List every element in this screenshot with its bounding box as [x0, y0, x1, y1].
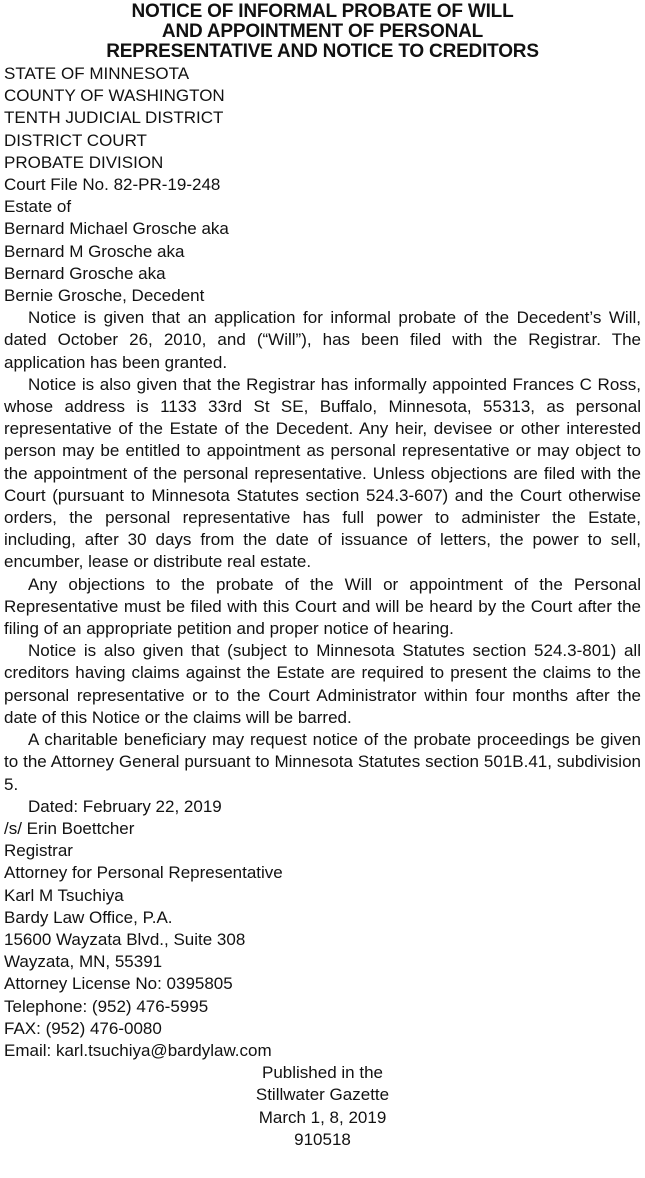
dated-line: Dated: February 22, 2019: [28, 796, 222, 816]
state-line: STATE OF MINNESOTA: [4, 64, 190, 83]
title-line-2: AND APPOINTMENT OF PERSONAL: [161, 21, 484, 42]
registrar-signature: /s/ Erin Boettcher: [4, 818, 135, 838]
attorney-license: Attorney License No: 0395805: [4, 974, 233, 994]
firm-address-street: 15600 Wayzata Blvd., Suite 308: [4, 929, 246, 949]
title-line-3: REPRESENTATIVE AND NOTICE TO CREDITORS: [106, 41, 539, 62]
paragraph-informal-probate: Notice is given that an application for informal probate of the Decedent’s Will, dated October 26, 2010, and (“Will”), has been filed with the Registrar. The application has been granted.: [4, 308, 641, 372]
registrar-title: Registrar: [4, 841, 73, 861]
published-in-label: Published in the: [262, 1063, 383, 1083]
court-line: DISTRICT COURT: [4, 130, 147, 150]
case-caption: [4, 63, 641, 307]
notice-body: [4, 307, 641, 795]
attorney-email: Email: karl.tsuchiya@bardylaw.com: [4, 1040, 272, 1060]
paragraph-creditors: Notice is also given that (subject to Minnesota Statutes section 524.3-801) all creditors having claims against the Estate are required to present the claims to the personal representative or to the Court Administrator within four months after the date of this Notice or the claims will be barred.: [4, 641, 641, 727]
paragraph-charitable: A charitable beneficiary may request notice of the probate proceedings be given to the Attorney General pursuant to Minnesota Statutes section 501B.41, subdivision 5.: [4, 730, 641, 794]
estate-of-label: Estate of: [4, 197, 72, 217]
decedent-alias: Bernard Grosche aka: [4, 263, 166, 283]
signature-block: [4, 796, 641, 863]
decedent-alias: Bernie Grosche, Decedent: [4, 286, 205, 306]
attorney-fax: FAX: (952) 476-0080: [4, 1018, 162, 1038]
title-line-1: NOTICE OF INFORMAL PROBATE OF WILL: [131, 1, 514, 22]
attorney-heading: Attorney for Personal Representative: [4, 863, 283, 883]
county-line: COUNTY OF WASHINGTON: [4, 86, 225, 106]
attorney-phone: Telephone: (952) 476-5995: [4, 996, 209, 1016]
paragraph-objections: Any objections to the probate of the Will or appointment of the Personal Representative must be filed with this Court and will be heard by the Court after the filing of an appropriate petition and proper notice of hearing.: [4, 574, 641, 639]
legal-notice: [4, 2, 641, 1151]
notice-id: 910518: [294, 1129, 351, 1149]
attorney-block: [4, 862, 641, 1062]
decedent-alias: Bernard M Grosche aka: [4, 241, 185, 261]
court-file-number: Court File No. 82-PR-19-248: [4, 175, 221, 195]
publication-block: [4, 1062, 641, 1151]
firm-address-city: Wayzata, MN, 55391: [4, 952, 163, 972]
district-line: TENTH JUDICIAL DISTRICT: [4, 108, 224, 128]
newspaper-name: Stillwater Gazette: [255, 1085, 390, 1105]
paragraph-appointment: Notice is also given that the Registrar has informally appointed Frances C Ross, whose address is 1133 33rd St SE, Buffalo, Minnesota, 55313, as personal representative of the Estate of the Decedent. Any heir, devisee or other interested person may be entitled to appointment as personal representative or may object to the appointment of the personal representative. Unless objections are filed with the Court (pursuant to Minnesota Statutes section 524.3-607) and the Court otherwise orders, the personal representative has full power to administer the Estate, including, after 30 days from the date of issuance of letters, the power to sell, encumber, lease or distribute real estate.: [4, 374, 641, 572]
decedent-name: Bernard Michael Grosche aka: [4, 219, 229, 239]
division-line: PROBATE DIVISION: [4, 152, 164, 172]
attorney-name: Karl M Tsuchiya: [4, 885, 124, 905]
notice-title: [4, 2, 641, 62]
publication-dates: March 1, 8, 2019: [258, 1107, 387, 1127]
law-firm: Bardy Law Office, P.A.: [4, 907, 173, 927]
